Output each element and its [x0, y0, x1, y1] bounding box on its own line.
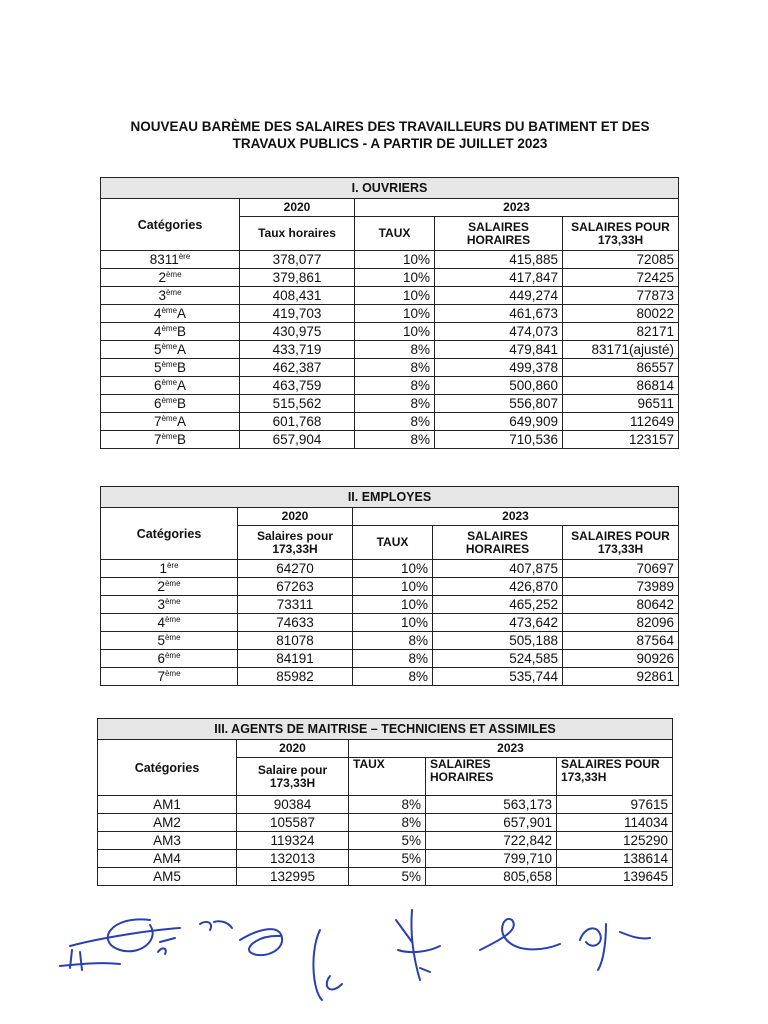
- taux-cell: 8%: [355, 377, 435, 395]
- taux-cell: 5%: [349, 868, 426, 886]
- salaire-total-cell: 86814: [563, 377, 679, 395]
- value-2020-cell: 430,975: [240, 323, 355, 341]
- table-row: [101, 632, 679, 650]
- salaire-horaire-cell: 505,188: [433, 632, 563, 650]
- table-row: [101, 251, 679, 269]
- taux-cell: 8%: [355, 359, 435, 377]
- salaire-horaire-cell: 799,710: [426, 850, 557, 868]
- value-2020-cell: 67263: [238, 578, 353, 596]
- salaire-total-cell: 90926: [563, 650, 679, 668]
- header-taux: TAUX: [349, 758, 426, 796]
- table-row: [101, 560, 679, 578]
- category-cell: 4ème: [101, 614, 238, 632]
- value-2020-cell: 119324: [237, 832, 349, 850]
- salaire-horaire-cell: 556,807: [435, 395, 563, 413]
- taux-cell: 10%: [355, 251, 435, 269]
- category-cell: 6èmeB: [101, 395, 240, 413]
- salaire-horaire-cell: 499,378: [435, 359, 563, 377]
- section-title: III. AGENTS DE MAITRISE – TECHNICIENS ET ASSIMILES: [98, 719, 673, 740]
- header-col-2020: Salaires pour 173,33H: [238, 526, 353, 560]
- signature-2: [158, 921, 232, 954]
- value-2020-cell: 601,768: [240, 413, 355, 431]
- category-cell: 1ère: [101, 560, 238, 578]
- value-2020-cell: 90384: [237, 796, 349, 814]
- salaire-horaire-cell: 473,642: [433, 614, 563, 632]
- table-row: [98, 850, 673, 868]
- value-2020-cell: 105587: [237, 814, 349, 832]
- value-2020-cell: 515,562: [240, 395, 355, 413]
- taux-cell: 10%: [355, 305, 435, 323]
- category-cell: 6ème: [101, 650, 238, 668]
- salaire-total-cell: 125290: [557, 832, 673, 850]
- taux-cell: 10%: [355, 323, 435, 341]
- table-row: [98, 796, 673, 814]
- category-cell: 5èmeA: [101, 341, 240, 359]
- value-2020-cell: 85982: [238, 668, 353, 686]
- ordinal-suffix: ème: [161, 305, 178, 315]
- category-cell: 3ème: [101, 596, 238, 614]
- value-2020-cell: 379,861: [240, 269, 355, 287]
- value-2020-cell: 84191: [238, 650, 353, 668]
- salaire-horaire-cell: 535,744: [433, 668, 563, 686]
- table-row: [101, 269, 679, 287]
- header-salaires-horaires: SALAIRES HORAIRES: [426, 758, 557, 796]
- salaire-total-cell: 82096: [563, 614, 679, 632]
- value-2020-cell: 408,431: [240, 287, 355, 305]
- table-row: [101, 413, 679, 431]
- header-year-2023: 2023: [353, 508, 679, 526]
- ordinal-suffix: ème: [161, 377, 178, 387]
- ordinal-suffix: ème: [164, 578, 181, 588]
- header-salaires-pour: SALAIRES POUR 173,33H: [557, 758, 673, 796]
- salaire-horaire-cell: 461,673: [435, 305, 563, 323]
- value-2020-cell: 463,759: [240, 377, 355, 395]
- salaire-horaire-cell: 805,658: [426, 868, 557, 886]
- table-row: [101, 359, 679, 377]
- category-cell: 6èmeA: [101, 377, 240, 395]
- salaire-total-cell: 86557: [563, 359, 679, 377]
- table-row: [101, 323, 679, 341]
- salaire-horaire-cell: 449,274: [435, 287, 563, 305]
- signatures-area: [0, 880, 768, 1024]
- section-title: I. OUVRIERS: [101, 178, 679, 199]
- salaire-horaire-cell: 657,901: [426, 814, 557, 832]
- title-line-2: TRAVAUX PUBLICS - A PARTIR DE JUILLET 2023: [232, 136, 548, 151]
- category-cell: AM3: [98, 832, 237, 850]
- taux-cell: 8%: [349, 814, 426, 832]
- ordinal-suffix: ème: [164, 668, 181, 678]
- salaire-total-cell: 72425: [563, 269, 679, 287]
- salaire-total-cell: 97615: [557, 796, 673, 814]
- ordinal-suffix: ème: [164, 650, 181, 660]
- salaire-total-cell: 80642: [563, 596, 679, 614]
- category-cell: AM4: [98, 850, 237, 868]
- taux-cell: 8%: [353, 650, 433, 668]
- salaire-horaire-cell: 710,536: [435, 431, 563, 449]
- ordinal-suffix: ère: [178, 251, 191, 261]
- taux-cell: 10%: [355, 269, 435, 287]
- header-year-2023: 2023: [355, 199, 679, 217]
- salaire-total-cell: 80022: [563, 305, 679, 323]
- employes-table: [100, 486, 679, 686]
- salaire-total-cell: 77873: [563, 287, 679, 305]
- ordinal-suffix: ème: [165, 269, 182, 279]
- value-2020-cell: 73311: [238, 596, 353, 614]
- header-year-2020: 2020: [237, 740, 349, 758]
- taux-cell: 8%: [355, 413, 435, 431]
- salaire-total-cell: 82171: [563, 323, 679, 341]
- salaire-horaire-cell: 649,909: [435, 413, 563, 431]
- document-title: [90, 118, 690, 152]
- category-cell: 2ème: [101, 269, 240, 287]
- taux-cell: 8%: [355, 431, 435, 449]
- header-salaires-pour: SALAIRES POUR 173,33H: [563, 217, 679, 251]
- category-cell: 4èmeA: [101, 305, 240, 323]
- taux-cell: 8%: [355, 341, 435, 359]
- taux-cell: 8%: [353, 668, 433, 686]
- ouvriers-table: [100, 177, 679, 449]
- section-title: II. EMPLOYES: [101, 487, 679, 508]
- header-year-2020: 2020: [238, 508, 353, 526]
- salaire-horaire-cell: 563,173: [426, 796, 557, 814]
- signature-6: [480, 919, 560, 950]
- header-col-2020: Salaire pour 173,33H: [237, 758, 349, 796]
- table-row: [101, 305, 679, 323]
- taux-cell: 8%: [349, 796, 426, 814]
- signature-5: [396, 910, 440, 980]
- ordinal-suffix: ème: [165, 287, 182, 297]
- table-row: [98, 814, 673, 832]
- category-cell: 7ème: [101, 668, 238, 686]
- taux-cell: 10%: [355, 287, 435, 305]
- salaire-total-cell: 114034: [557, 814, 673, 832]
- salaire-total-cell: 123157: [563, 431, 679, 449]
- category-cell: 5èmeB: [101, 359, 240, 377]
- ordinal-suffix: ère: [166, 560, 179, 570]
- header-categories: Catégories: [101, 199, 240, 251]
- header-taux: TAUX: [355, 217, 435, 251]
- signature-7: [580, 924, 650, 970]
- salaire-total-cell: 112649: [563, 413, 679, 431]
- category-cell: AM5: [98, 868, 237, 886]
- title-line-1: NOUVEAU BARÈME DES SALAIRES DES TRAVAILLEURS DU BATIMENT ET DES: [130, 119, 650, 134]
- header-col-2020: Taux horaires: [240, 217, 355, 251]
- category-cell: AM1: [98, 796, 237, 814]
- taux-cell: 10%: [353, 560, 433, 578]
- maitrise-table: [97, 718, 673, 886]
- salaire-horaire-cell: 465,252: [433, 596, 563, 614]
- salaire-total-cell: 138614: [557, 850, 673, 868]
- value-2020-cell: 433,719: [240, 341, 355, 359]
- salaire-total-cell: 70697: [563, 560, 679, 578]
- value-2020-cell: 74633: [238, 614, 353, 632]
- table-row: [101, 341, 679, 359]
- salaire-horaire-cell: 407,875: [433, 560, 563, 578]
- signature-1: [60, 919, 180, 970]
- salaire-total-cell: 87564: [563, 632, 679, 650]
- taux-cell: 8%: [353, 632, 433, 650]
- salaire-total-cell: 72085: [563, 251, 679, 269]
- category-cell: 7èmeB: [101, 431, 240, 449]
- signature-3: [240, 929, 282, 955]
- salaire-horaire-cell: 415,885: [435, 251, 563, 269]
- ordinal-suffix: ème: [161, 395, 178, 405]
- taux-cell: 5%: [349, 850, 426, 868]
- table-row: [101, 431, 679, 449]
- header-categories: Catégories: [98, 740, 237, 796]
- category-cell: 4èmeB: [101, 323, 240, 341]
- value-2020-cell: 64270: [238, 560, 353, 578]
- header-categories: Catégories: [101, 508, 238, 560]
- ordinal-suffix: ème: [161, 359, 178, 369]
- table-row: [101, 287, 679, 305]
- salaire-total-cell: 96511: [563, 395, 679, 413]
- ordinal-suffix: ème: [161, 431, 178, 441]
- taux-cell: 10%: [353, 578, 433, 596]
- salaire-total-cell: 92861: [563, 668, 679, 686]
- header-salaires-horaires: SALAIRES HORAIRES: [435, 217, 563, 251]
- salaire-horaire-cell: 524,585: [433, 650, 563, 668]
- salaire-horaire-cell: 500,860: [435, 377, 563, 395]
- header-salaires-pour: SALAIRES POUR 173,33H: [563, 526, 679, 560]
- taux-cell: 10%: [353, 614, 433, 632]
- table-row: [101, 668, 679, 686]
- value-2020-cell: 657,904: [240, 431, 355, 449]
- table-row: [101, 596, 679, 614]
- table-row: [101, 614, 679, 632]
- category-cell: 7èmeA: [101, 413, 240, 431]
- salaire-horaire-cell: 722,842: [426, 832, 557, 850]
- table-row: [101, 578, 679, 596]
- header-year-2020: 2020: [240, 199, 355, 217]
- value-2020-cell: 81078: [238, 632, 353, 650]
- value-2020-cell: 132013: [237, 850, 349, 868]
- signature-4: [313, 930, 342, 1000]
- ordinal-suffix: ème: [161, 413, 178, 423]
- category-cell: 3ème: [101, 287, 240, 305]
- table-row: [101, 377, 679, 395]
- salaire-total-cell: 83171(ajusté): [563, 341, 679, 359]
- value-2020-cell: 419,703: [240, 305, 355, 323]
- header-salaires-horaires: SALAIRES HORAIRES: [433, 526, 563, 560]
- category-cell: AM2: [98, 814, 237, 832]
- value-2020-cell: 132995: [237, 868, 349, 886]
- ordinal-suffix: ème: [161, 323, 178, 333]
- salaire-horaire-cell: 479,841: [435, 341, 563, 359]
- salaire-total-cell: 139645: [557, 868, 673, 886]
- category-cell: 2ème: [101, 578, 238, 596]
- salaire-horaire-cell: 426,870: [433, 578, 563, 596]
- header-year-2023: 2023: [349, 740, 673, 758]
- salaire-horaire-cell: 474,073: [435, 323, 563, 341]
- category-cell: 8311ère: [101, 251, 240, 269]
- taux-cell: 5%: [349, 832, 426, 850]
- category-cell: 5ème: [101, 632, 238, 650]
- value-2020-cell: 462,387: [240, 359, 355, 377]
- taux-cell: 10%: [353, 596, 433, 614]
- header-taux: TAUX: [353, 526, 433, 560]
- ordinal-suffix: ème: [161, 341, 178, 351]
- table-row: [98, 832, 673, 850]
- table-row: [101, 650, 679, 668]
- salaire-total-cell: 73989: [563, 578, 679, 596]
- salaire-horaire-cell: 417,847: [435, 269, 563, 287]
- value-2020-cell: 378,077: [240, 251, 355, 269]
- ordinal-suffix: ème: [164, 614, 181, 624]
- ordinal-suffix: ème: [164, 632, 181, 642]
- taux-cell: 8%: [355, 395, 435, 413]
- ordinal-suffix: ème: [164, 596, 181, 606]
- table-row: [101, 395, 679, 413]
